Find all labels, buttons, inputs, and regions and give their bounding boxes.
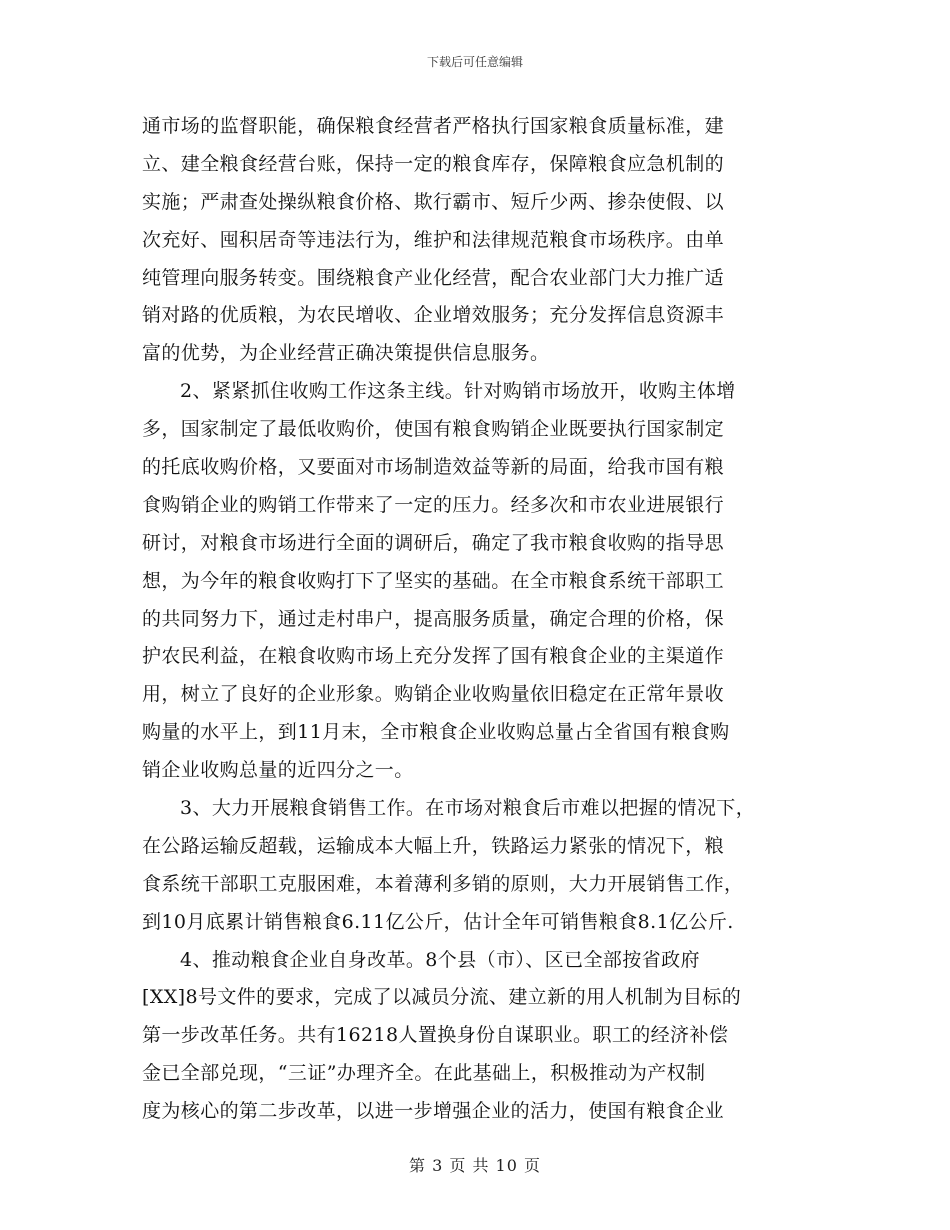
text-line: 到10月底累计销售粮食6.11亿公斤，估计全年可销售粮食8.1亿公斤. <box>142 910 734 933</box>
document-body <box>142 108 832 1131</box>
paragraph-start-line: 3、大力开展粮食销售工作。在市场对粮食后市难以把握的情况下， <box>180 797 756 820</box>
text-line: 购量的水平上，到11月末，全市粮食企业收购总量占全省国有粮食购 <box>142 721 730 744</box>
text-line: 在公路运输反超载，运输成本大幅上升，铁路运力紧张的情况下，粮 <box>142 834 725 857</box>
text-line: 用，树立了良好的企业形象。购销企业收购量依旧稳定在正常年景收 <box>142 683 725 706</box>
page-number-footer: 第 3 页 共 10 页 <box>409 1156 541 1175</box>
text-line: 金已全部兑现，“三证”办理齐全。在此基础上，积极推动为产权制 <box>142 1062 706 1085</box>
text-line: 销对路的优质粮，为农民增收、企业增效服务；充分发挥信息资源丰 <box>142 304 725 327</box>
text-line: [XX]8号文件的要求，完成了以减员分流、建立新的用人机制为目标的 <box>142 986 742 1009</box>
paragraph-start-line: 4、推动粮食企业自身改革。8个县（市）、区已全部按省政府 <box>180 948 700 971</box>
text-line: 实施；严肃查处操纵粮食价格、欺行霸市、短斤少两、掺杂使假、以 <box>142 190 725 213</box>
text-line: 多，国家制定了最低收购价，使国有粮食购销企业既要执行国家制定 <box>142 418 725 441</box>
text-line: 的共同努力下，通过走村串户，提高服务质量，确定合理的价格，保 <box>142 607 725 630</box>
text-line: 食系统干部职工克服困难，本着薄利多销的原则，大力开展销售工作， <box>142 872 744 895</box>
paragraph-start-line: 2、紧紧抓住收购工作这条主线。针对购销市场放开，收购主体增 <box>180 380 736 403</box>
text-line: 通市场的监督职能，确保粮食经营者严格执行国家粮食质量标准，建 <box>142 115 725 137</box>
text-line: 立、建全粮食经营台账，保持一定的粮食库存，保障粮食应急机制的 <box>142 152 725 175</box>
text-line: 纯管理向服务转变。围绕粮食产业化经营，配合农业部门大力推广适 <box>142 266 725 289</box>
text-line: 第一步改革任务。共有16218人置换身份自谋职业。职工的经济补偿 <box>142 1024 729 1047</box>
text-line: 度为核心的第二步改革，以进一步增强企业的活力，使国有粮食企业 <box>142 1100 725 1123</box>
text-line: 的托底收购价格，又要面对市场制造效益等新的局面，给我市国有粮 <box>142 456 725 479</box>
page-header: 下载后可任意编辑 <box>426 55 523 69</box>
text-line: 研讨，对粮食市场进行全面的调研后，确定了我市粮食收购的指导思 <box>142 531 725 554</box>
text-line: 富的优势，为企业经营正确决策提供信息服务。 <box>142 342 550 365</box>
text-line: 次充好、囤积居奇等违法行为，维护和法律规范粮食市场秩序。由单 <box>142 228 725 251</box>
text-line: 护农民利益，在粮食收购市场上充分发挥了国有粮食企业的主渠道作 <box>142 645 725 668</box>
text-line: 食购销企业的购销工作带来了一定的压力。经多次和市农业进展银行 <box>142 493 725 516</box>
text-line: 想，为今年的粮食收购打下了坚实的基础。在全市粮食系统干部职工 <box>142 569 725 592</box>
text-line: 销企业收购总量的近四分之一。 <box>142 759 414 782</box>
